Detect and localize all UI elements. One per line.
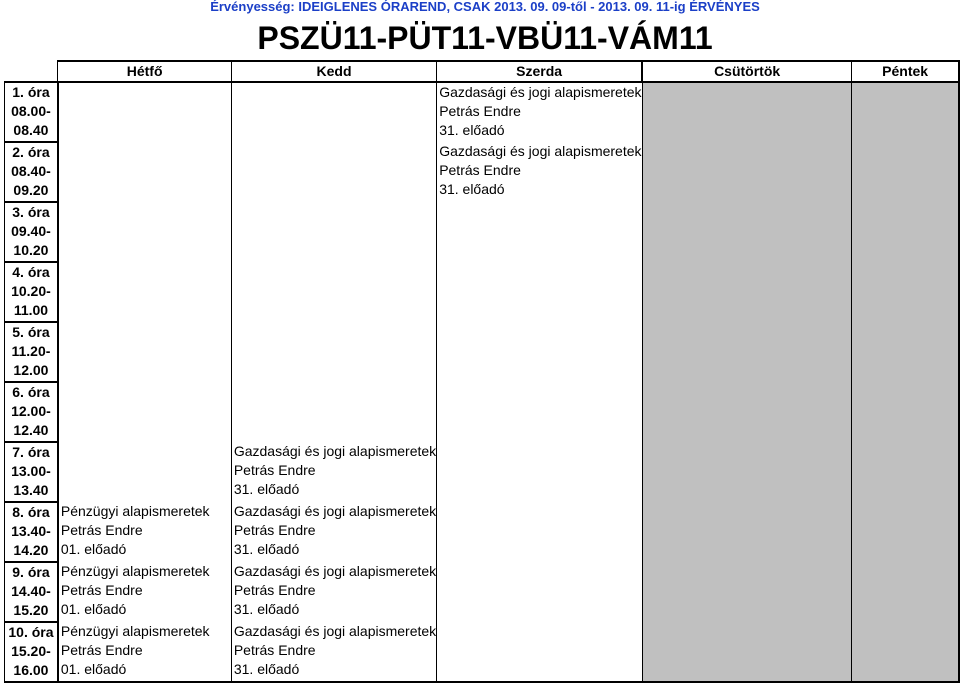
period-cell	[5, 502, 58, 562]
slot-cell	[231, 202, 436, 262]
period-cell	[5, 442, 58, 502]
timetable	[4, 60, 960, 683]
slot-cell	[642, 202, 852, 262]
lesson-subject: Pénzügyi alapismeretek	[60, 563, 210, 579]
lesson-room: 31. előadó	[439, 122, 505, 138]
lesson-teacher: Petrás Endre	[60, 642, 143, 658]
slot-cell	[437, 502, 642, 562]
period-row	[5, 322, 960, 382]
lesson-entry	[232, 442, 436, 499]
day-header-thursday: Csütörtök	[642, 61, 852, 82]
slot-cell	[231, 502, 436, 562]
slot-cell	[437, 442, 642, 502]
period-end: 12.00	[13, 362, 49, 378]
slot-cell	[231, 262, 436, 322]
slot-cell	[437, 82, 642, 142]
period-end: 10.20	[13, 242, 49, 258]
slot-cell	[852, 202, 959, 262]
period-label: 3. óra	[12, 204, 50, 220]
lesson-teacher: Petrás Endre	[233, 522, 316, 538]
period-row	[5, 442, 960, 502]
validity-notice: Érvényesség: IDEIGLENES ÓRAREND, CSAK 2013. 09. 09-től - 2013. 09. 11-ig ÉRVÉNYES	[210, 0, 760, 14]
slot-cell	[642, 142, 852, 202]
period-start: 13.00-	[11, 463, 51, 479]
period-row	[5, 502, 960, 562]
period-end: 15.20	[13, 602, 49, 618]
lesson-subject: Gazdasági és jogi alapismeretek	[233, 623, 437, 639]
period-cell	[5, 562, 58, 622]
period-row	[5, 562, 960, 622]
period-start: 11.20-	[11, 343, 51, 359]
slot-cell	[642, 442, 852, 502]
lesson-room: 31. előadó	[439, 181, 505, 197]
period-start: 10.20-	[11, 283, 51, 299]
period-end: 08.40	[13, 122, 49, 138]
slot-cell	[58, 82, 231, 142]
slot-cell	[852, 442, 959, 502]
slot-cell	[642, 82, 852, 142]
slot-cell	[437, 142, 642, 202]
lesson-subject: Pénzügyi alapismeretek	[60, 503, 210, 519]
period-cell	[5, 82, 58, 142]
slot-cell	[58, 322, 231, 382]
period-label: 1. óra	[12, 84, 50, 100]
period-label: 4. óra	[12, 264, 50, 280]
lesson-subject: Pénzügyi alapismeretek	[60, 623, 210, 639]
slot-cell	[642, 322, 852, 382]
period-cell	[5, 322, 58, 382]
period-cell	[5, 382, 58, 442]
day-header-row	[5, 61, 960, 82]
lesson-subject: Gazdasági és jogi alapismeretek	[233, 503, 437, 519]
lesson-room: 01. előadó	[60, 601, 127, 617]
period-start: 15.20-	[11, 643, 51, 659]
period-start: 12.00-	[11, 403, 51, 419]
lesson-entry	[232, 502, 436, 559]
period-label: 8. óra	[12, 504, 50, 520]
slot-cell	[58, 502, 231, 562]
lesson-teacher: Petrás Endre	[233, 642, 316, 658]
lesson-entry	[59, 502, 231, 559]
slot-cell	[852, 562, 959, 622]
lesson-room: 31. előadó	[233, 661, 300, 677]
slot-cell	[231, 562, 436, 622]
slot-cell	[852, 502, 959, 562]
slot-cell	[58, 442, 231, 502]
period-end: 14.20	[13, 542, 49, 558]
slot-cell	[437, 262, 642, 322]
lesson-entry	[437, 83, 641, 140]
period-end: 09.20	[13, 182, 49, 198]
slot-cell	[58, 142, 231, 202]
slot-cell	[437, 202, 642, 262]
day-header-wednesday: Szerda	[437, 61, 642, 82]
slot-cell	[852, 262, 959, 322]
slot-cell	[437, 322, 642, 382]
slot-cell	[58, 622, 231, 682]
period-label: 7. óra	[12, 444, 50, 460]
slot-cell	[852, 82, 959, 142]
period-row	[5, 622, 960, 682]
period-cell	[5, 142, 58, 202]
period-end: 11.00	[13, 302, 49, 318]
lesson-teacher: Petrás Endre	[233, 462, 316, 478]
lesson-subject: Gazdasági és jogi alapismeretek	[233, 443, 437, 459]
slot-cell	[231, 442, 436, 502]
corner-cell	[5, 61, 58, 82]
period-label: 10. óra	[8, 624, 54, 640]
period-row	[5, 82, 960, 142]
lesson-entry	[59, 562, 231, 619]
period-start: 09.40-	[11, 223, 51, 239]
period-start: 08.00-	[11, 103, 51, 119]
lesson-room: 31. előadó	[233, 601, 300, 617]
period-end: 16.00	[13, 662, 49, 678]
slot-cell	[58, 202, 231, 262]
period-start: 14.40-	[11, 583, 51, 599]
slot-cell	[231, 142, 436, 202]
slot-cell	[642, 262, 852, 322]
day-header-friday: Péntek	[852, 61, 959, 82]
lesson-room: 01. előadó	[60, 541, 127, 557]
lesson-teacher: Petrás Endre	[60, 522, 143, 538]
period-label: 9. óra	[12, 564, 50, 580]
slot-cell	[437, 562, 642, 622]
slot-cell	[437, 382, 642, 442]
day-header-tuesday: Kedd	[231, 61, 436, 82]
slot-cell	[437, 622, 642, 682]
period-end: 12.40	[13, 422, 49, 438]
lesson-entry	[232, 562, 436, 619]
period-start: 08.40-	[11, 163, 51, 179]
lesson-teacher: Petrás Endre	[439, 103, 521, 119]
slot-cell	[642, 562, 852, 622]
slot-cell	[642, 502, 852, 562]
lesson-entry	[437, 142, 641, 199]
lesson-room: 31. előadó	[233, 541, 300, 557]
slot-cell	[642, 622, 852, 682]
lesson-teacher: Petrás Endre	[60, 582, 143, 598]
slot-cell	[852, 382, 959, 442]
slot-cell	[231, 82, 436, 142]
period-row	[5, 262, 960, 322]
period-label: 6. óra	[12, 384, 50, 400]
slot-cell	[231, 382, 436, 442]
slot-cell	[231, 622, 436, 682]
lesson-teacher: Petrás Endre	[439, 162, 521, 178]
lesson-room: 01. előadó	[60, 661, 127, 677]
lesson-room: 31. előadó	[233, 481, 300, 497]
period-cell	[5, 262, 58, 322]
slot-cell	[231, 322, 436, 382]
lesson-entry	[59, 622, 231, 679]
slot-cell	[58, 382, 231, 442]
slot-cell	[852, 142, 959, 202]
period-cell	[5, 202, 58, 262]
period-label: 2. óra	[12, 144, 50, 160]
period-start: 13.40-	[11, 523, 51, 539]
day-header-monday: Hétfő	[58, 61, 231, 82]
slot-cell	[58, 262, 231, 322]
period-end: 13.40	[13, 482, 49, 498]
lesson-subject: Gazdasági és jogi alapismeretek	[233, 563, 437, 579]
period-cell	[5, 622, 58, 682]
slot-cell	[642, 382, 852, 442]
period-row	[5, 202, 960, 262]
lesson-teacher: Petrás Endre	[233, 582, 316, 598]
page-title: PSZÜ11-PÜT11-VBÜ11-VÁM11	[257, 20, 713, 56]
lesson-subject: Gazdasági és jogi alapismeretek	[439, 84, 642, 100]
period-row	[5, 142, 960, 202]
slot-cell	[58, 562, 231, 622]
slot-cell	[852, 322, 959, 382]
lesson-entry	[232, 622, 436, 679]
period-row	[5, 382, 960, 442]
slot-cell	[852, 622, 959, 682]
lesson-subject: Gazdasági és jogi alapismeretek	[439, 143, 642, 159]
period-label: 5. óra	[12, 324, 50, 340]
